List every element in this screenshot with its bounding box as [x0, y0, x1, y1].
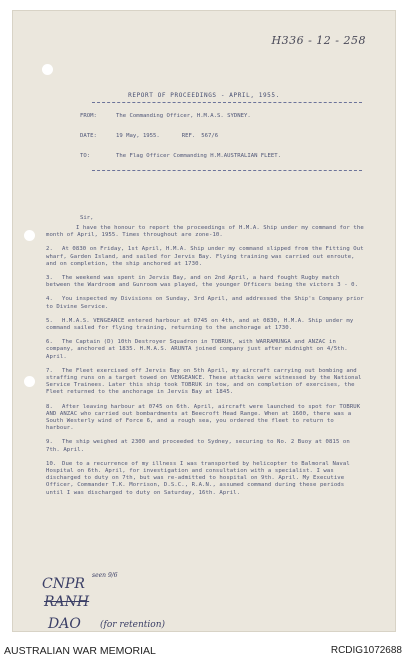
date-label: DATE: [80, 133, 97, 139]
ref-label: REF. [181, 133, 196, 139]
title-rule-top [92, 102, 362, 103]
footer-record-id: RCDIG1072688 [330, 645, 402, 656]
to-value: The Flag Officer Commanding H.M.AUSTRALIAN FLEET. [116, 153, 282, 159]
paragraph-10-num: 10. [46, 460, 57, 467]
paragraph-9 [46, 439, 364, 453]
handwritten-seen-note: seen 9/6 [92, 572, 118, 579]
header-to [80, 153, 380, 159]
paragraph-3-text: The weekend was spent in Jervis Bay, and on 2nd April, a hard fought Rugby match between the Wardroom and Gunroom was played, the younger Officers being the victors 3 - 0. [46, 275, 359, 289]
handwritten-retention-note: (for retention) [100, 620, 166, 630]
paragraph-7-text: The Fleet exercised off Jervis Bay on 5th April, my aircraft carrying out bombing and straffing runs on a target towed on VENGEANCE. These attacks were witnessed by the National Service Trainees. Later this ship took TOBRUK in tow, and on completion of exercises, the Fleet returned to the anchorage in Jervis Bay at 1845. [46, 367, 362, 396]
paragraph-7 [46, 368, 364, 397]
paragraph-5-num: 5. [46, 317, 53, 324]
paragraph-9-text: The ship weighed at 2300 and proceeded to Sydney, securing to No. 2 Buoy at 0815 on 7th. April. [46, 439, 350, 453]
archive-reference: H336 - 12 - 258 [271, 34, 366, 47]
punch-hole-lower [24, 376, 35, 387]
paragraph-7-num: 7. [46, 367, 53, 374]
salutation: Sir, [80, 215, 94, 221]
paragraph-8 [46, 404, 364, 433]
header-from [80, 113, 380, 119]
to-label: TO: [80, 153, 91, 159]
report-body [46, 225, 364, 504]
paragraph-4-num: 4. [46, 296, 53, 303]
paragraph-5-text: H.M.A.S. VENGEANCE entered harbour at 0745 on 4th, and at 0830, H.M.A. Ship under my command sailed for flying training, returning to the anchorage at 1730. [46, 317, 354, 332]
header-rule-bottom [92, 170, 362, 171]
paragraph-2-text: At 0830 on Friday, 1st April, H.M.A. Ship under my command slipped from the Fitting Out wharf, Garden Island, and sailed for Jervis Bay. Flying training was carried out enroute, and on completion, the ship anchored at 1730. [46, 246, 364, 267]
paragraph-2 [46, 246, 364, 268]
footer-institution: AUSTRALIAN WAR MEMORIAL [4, 645, 156, 657]
from-value: The Commanding Officer, H.M.A.S. SYDNEY. [116, 113, 251, 119]
paragraph-10-text: Due to a recurrence of my illness I was transported by helicopter to Balmoral Naval Hospital on 6th. April, for investigation and consultation with a specialist. I was discharged to duty on 7th, but was re-admitted to hospital on 9th. April. My Executive Officer, Commander T.K. Morrison, D.S.C., R.A.N., assumed command during these periods until I was discharged to duty on Saturday, 16th. April. [46, 460, 350, 496]
paragraph-10 [46, 461, 364, 497]
header-date [80, 133, 380, 139]
paragraph-1-text: I have the honour to report the proceedings of H.M.A. Ship under my command for the month of April, 1955. Times throughout are zone-10. [46, 225, 364, 239]
punch-hole-top [42, 64, 53, 75]
handwritten-annotations [42, 572, 242, 640]
handwritten-ranh: RANH [44, 594, 90, 610]
handwritten-cnpr: CNPR [42, 576, 85, 592]
paragraph-8-num: 8. [46, 403, 53, 410]
paragraph-3-num: 3. [46, 275, 53, 282]
paragraph-6 [46, 339, 364, 361]
archive-footer [0, 643, 406, 663]
paragraph-8-text: After leaving harbour at 0745 on 6th. April, aircraft were launched to spot for TOBRUK AND ANZAC who carried out bombardments at Beecroft Head Range. When at 1600, there was a South Westerly wind of Force 6, and a rough sea, you ordered the fleet to return to harbour. [46, 403, 361, 432]
paragraph-5 [46, 318, 364, 332]
report-title: REPORT OF PROCEEDINGS - APRIL, 1955. [128, 92, 280, 99]
paragraph-4-text: You inspected my Divisions on Sunday, 3rd April, and addressed the Ship's Company prior to Divine Service. [46, 296, 364, 310]
punch-hole-middle [24, 230, 35, 241]
paragraph-6-num: 6. [46, 339, 53, 346]
document-sheet [12, 10, 396, 632]
ref-value: 567/6 [201, 133, 219, 139]
handwritten-dao: DAO [48, 616, 81, 632]
paragraph-4 [46, 296, 364, 310]
paragraph-3 [46, 275, 364, 289]
paragraph-9-num: 9. [46, 439, 53, 446]
paragraph-2-num: 2. [46, 246, 53, 253]
date-value: 19 May, 1955. [116, 133, 160, 139]
paragraph-6-text: The Captain (D) 10th Destroyer Squadron in TOBRUK, with WARRAMUNGA and ANZAC in company, anchored at 1835. H.M.A.S. ARUNTA joined company just after midnight on 4/5th. April. [46, 339, 348, 360]
paragraph-1 [46, 225, 364, 239]
from-label: FROM: [80, 113, 97, 119]
